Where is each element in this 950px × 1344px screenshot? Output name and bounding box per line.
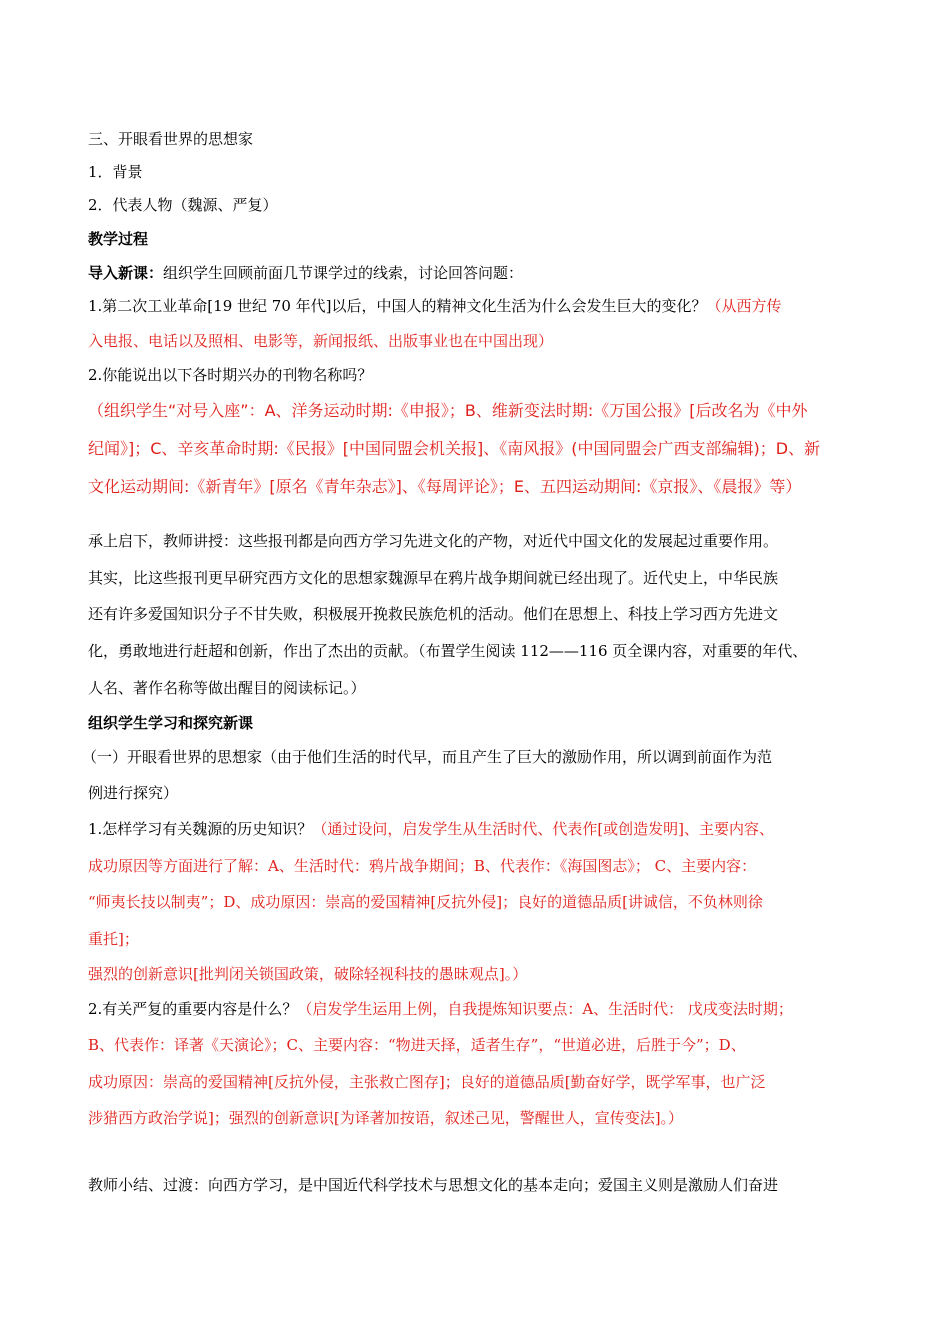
subsection-1-line-2: 例进行探究）: [88, 784, 179, 802]
yan-answer-line-3: 成功原因：崇高的爱国精神[反抗外侵，主张救亡图存]；良好的道德品质[勤奋好学，既学军事，也广泛: [88, 1073, 766, 1091]
question-1-line: [88, 295, 782, 316]
transition-line-1: 承上启下，教师讲授：这些报刊都是向西方学习先进文化的产物，对近代中国文化的发展起过重要作用。: [88, 532, 779, 550]
intro-line: [88, 262, 523, 283]
yan-answer-start: （启发学生运用上例，自我提炼知识要点：A、生活时代： 戊戌变法时期；: [297, 1000, 793, 1018]
question-1-answer-cont: 入电报、电话以及照相、电影等，新闻报纸、出版事业也在中国出现）: [88, 332, 554, 350]
transition-line-5: 人名、著作名称等做出醒目的阅读标记。）: [88, 679, 366, 697]
question-1-answer-start: （从西方传: [706, 297, 782, 315]
wei-answer-line-3: “师夷长技以制夷”；D、成功原因：崇高的爱国精神[反抗外侵]；良好的道德品质[讲诚信，不负林则徐: [88, 893, 763, 911]
transition-line-3: 还有许多爱国知识分子不甘失败，积极展开挽救民族危机的活动。他们在思想上、科技上学习西方先进文: [88, 605, 779, 623]
section-title-process: 教学过程: [88, 230, 149, 248]
wei-answer-line-2: 成功原因等方面进行了解：A、生活时代：鸦片战争期间；B、代表作：《海国图志》； C、主要内容：: [88, 857, 757, 875]
question-2-answer-line-3: 文化运动期间:《新青年》[原名《青年杂志》]、《每周评论》；E、五四运动期间:《京报》、《晨报》等）: [88, 477, 802, 496]
wei-question: 1.怎样学习有关魏源的历史知识？: [88, 820, 313, 838]
intro-label: 导入新课：: [88, 264, 164, 282]
yan-answer-line-4: 涉猎西方政治学说]；强烈的创新意识[为译著加按语，叙述己见，警醒世人，宣传变法]。）: [88, 1109, 684, 1127]
transition-line-4: 化，勇敢地进行赶超和创新，作出了杰出的贡献。（布置学生阅读 112——116 页全课内容，对重要的年代、: [88, 642, 808, 660]
wei-answer-start: （通过设问，启发学生从生活时代、代表作[或创造发明]、主要内容、: [312, 820, 775, 838]
outline-item-figures: 2．代表人物（魏源、严复）: [88, 196, 278, 214]
wei-question-line: [88, 818, 774, 839]
yan-question-line: [88, 998, 793, 1019]
wei-answer-line-5: 强烈的创新意识[批判闭关锁国政策，破除轻视科技的愚昧观点]。）: [88, 965, 528, 983]
section-title-explore: 组织学生学习和探究新课: [88, 714, 254, 732]
intro-text: 组织学生回顾前面几节课学过的线索，讨论回答问题：: [163, 264, 524, 282]
question-2-text: 2.你能说出以下各时期兴办的刊物名称吗？: [88, 366, 373, 384]
outline-item-background: 1．背景: [88, 163, 143, 181]
subsection-1-line-1: （一）开眼看世界的思想家（由于他们生活的时代早，而且产生了巨大的激励作用，所以调到前面作为范: [82, 748, 773, 766]
question-2-answer-line-2: 纪闻》]；C、辛亥革命时期:《民报》[中国同盟会机关报]、《南风报》(中国同盟会广西支部编辑)；D、新: [88, 439, 821, 458]
question-1-text: 1.第二次工业革命[19 世纪 70 年代]以后，中国人的精神文化生活为什么会发生巨大的变化？: [88, 297, 707, 315]
yan-question: 2.有关严复的重要内容是什么？: [88, 1000, 298, 1018]
transition-line-2: 其实，比这些报刊更早研究西方文化的思想家魏源早在鸦片战争期间就已经出现了。近代史上，中华民族: [88, 569, 779, 587]
wei-answer-line-4: 重托]；: [88, 930, 139, 948]
question-2-answer-line-1: （组织学生“对号入座”：A、洋务运动时期:《申报》；B、维新变法时期:《万国公报》[后改名为《中外: [88, 401, 808, 420]
outline-heading: 三、开眼看世界的思想家: [88, 130, 254, 148]
summary-line: 教师小结、过渡：向西方学习，是中国近代科学技术与思想文化的基本走向；爱国主义则是激励人们奋进: [88, 1176, 779, 1194]
yan-answer-line-2: B、代表作：译著《天演论》；C、主要内容：“物进天择，适者生存”，“世道必进，后胜于今”；D、: [88, 1036, 746, 1054]
